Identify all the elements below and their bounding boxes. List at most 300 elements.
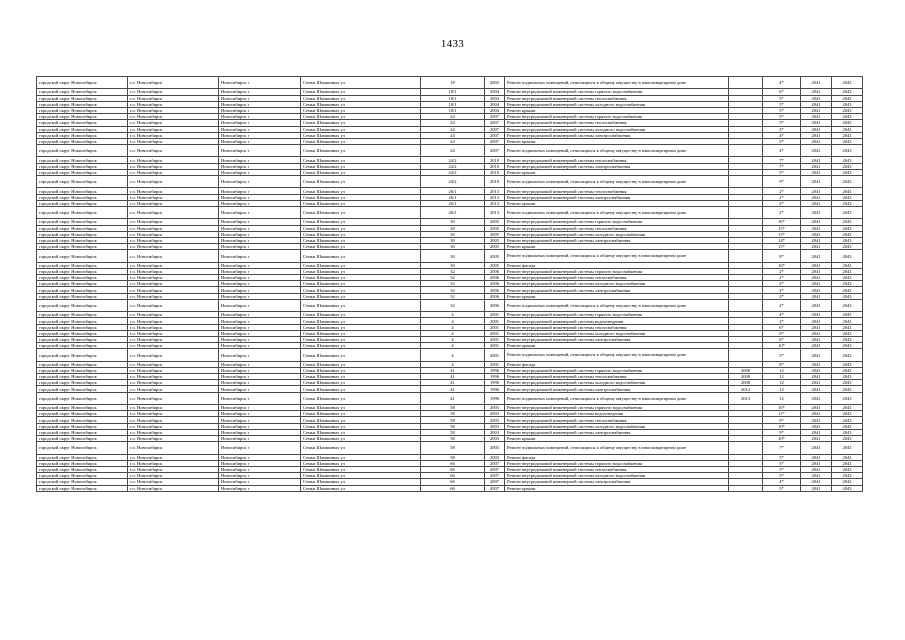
cell-street: Семьи Шамшиных ул [301,312,421,318]
cell-house: 26/1 [421,188,485,194]
cell-street: Семьи Шамшиных ул [301,114,421,120]
cell-settlement: Новосибирск г [219,473,301,479]
cell-work: Ремонт внутридомовой инженерной системы холодного водоснабжения [505,473,729,479]
cell-apartments-or-order: 5* [763,95,801,101]
cell-apartments-or-order: 5* [763,466,801,472]
cell-plan-end: 2043 [832,262,863,268]
cell-year-built: 2005 [485,219,505,225]
cell-house: 24 [421,138,485,144]
cell-year-built: 1996 [485,367,505,373]
cell-plan-end: 2043 [832,417,863,423]
cell-period [729,145,763,157]
cell-plan-end: 2043 [832,287,863,293]
cell-settlement: Новосибирск г [219,169,301,175]
cell-work: Ремонт внутридомовой инженерной системы горячего водоснабжения [505,268,729,274]
cell-plan-end: 2043 [832,188,863,194]
cell-plan-start: 2041 [801,454,832,460]
cell-street: Семьи Шамшиных ул [301,231,421,237]
cell-street: Семьи Шамшиных ул [301,95,421,101]
cell-year-built: 2007 [485,145,505,157]
cell-street: Семьи Шамшиных ул [301,268,421,274]
cell-apartments-or-order: 16* [763,219,801,225]
cell-street: Семьи Шамшиных ул [301,380,421,386]
cell-district: городской округ Новосибирск [37,442,128,454]
cell-settlement: Новосибирск г [219,423,301,429]
cell-district: городской округ Новосибирск [37,367,128,373]
cell-plan-end: 2043 [832,318,863,324]
cell-house: 30 [421,250,485,262]
cell-settlement: Новосибирск г [219,361,301,367]
cell-plan-start: 2041 [801,200,832,206]
cell-work: Ремонт внутридомовой инженерной системы электроснабжения [505,287,729,293]
cell-city-area: г.о. Новосибирск [128,299,219,311]
cell-work: Ремонт крыши [505,343,729,349]
cell-plan-start: 2041 [801,299,832,311]
cell-apartments-or-order: 4* [763,479,801,485]
cell-apartments-or-order: 2* [763,318,801,324]
cell-house: 30 [421,219,485,225]
cell-plan-start: 2041 [801,374,832,380]
cell-district: городской округ Новосибирск [37,114,128,120]
cell-work: Ремонт крыши [505,293,729,299]
cell-settlement: Новосибирск г [219,392,301,404]
cell-year-built: 2003 [485,417,505,423]
cell-settlement: Новосибирск г [219,194,301,200]
cell-plan-end: 2043 [832,312,863,318]
cell-apartments-or-order: 5* [763,473,801,479]
cell-plan-end: 2043 [832,244,863,250]
cell-district: городской округ Новосибирск [37,380,128,386]
cell-apartments-or-order: 9* [763,417,801,423]
cell-house: 58 [421,417,485,423]
table-row [37,77,863,89]
cell-city-area: г.о. Новосибирск [128,324,219,330]
cell-street: Семьи Шамшиных ул [301,417,421,423]
cell-work: Ремонт внутридомовой инженерной системы горячего водоснабжения [505,312,729,318]
cell-apartments-or-order: 2* [763,281,801,287]
cell-work: Ремонт крыши [505,485,729,491]
cell-house: 30 [421,225,485,231]
cell-apartments-or-order: 5* [763,460,801,466]
cell-city-area: г.о. Новосибирск [128,479,219,485]
cell-plan-start: 2041 [801,188,832,194]
cell-year-built: 2013 [485,188,505,194]
cell-house: 4 [421,361,485,367]
cell-plan-end: 2043 [832,268,863,274]
cell-settlement: Новосибирск г [219,120,301,126]
cell-year-built: 2001 [485,336,505,342]
table-row [37,392,863,404]
cell-apartments-or-order: 16* [763,262,801,268]
cell-work: Ремонт внутридомовой инженерной системы горячего водоснабжения [505,114,729,120]
cell-house: 4 [421,324,485,330]
cell-city-area: г.о. Новосибирск [128,275,219,281]
cell-plan-end: 2043 [832,386,863,392]
cell-plan-end: 2043 [832,367,863,373]
cell-city-area: г.о. Новосибирск [128,169,219,175]
cell-street: Семьи Шамшиных ул [301,318,421,324]
cell-city-area: г.о. Новосибирск [128,429,219,435]
cell-apartments-or-order: 2* [763,268,801,274]
cell-plan-start: 2041 [801,417,832,423]
cell-street: Семьи Шамшиных ул [301,374,421,380]
cell-work: Ремонт фасада [505,262,729,268]
cell-year-built: 2013 [485,194,505,200]
cell-plan-end: 2043 [832,206,863,218]
cell-house: 26/1 [421,200,485,206]
cell-work: Ремонт подвальных помещений, относящихся к общему имуществу в многоквартирном доме [505,206,729,218]
cell-work: Ремонт крыши [505,169,729,175]
cell-plan-end: 2043 [832,231,863,237]
table-row [37,250,863,262]
cell-plan-end: 2043 [832,145,863,157]
cell-district: городской округ Новосибирск [37,405,128,411]
cell-work: Ремонт внутридомовой инженерной системы электроснабжения [505,194,729,200]
cell-street: Семьи Шамшиных ул [301,132,421,138]
cell-year-built: 2007 [485,126,505,132]
cell-street: Семьи Шамшиных ул [301,293,421,299]
cell-work: Ремонт подвальных помещений, относящихся к общему имуществу в многоквартирном доме [505,442,729,454]
cell-settlement: Новосибирск г [219,163,301,169]
cell-city-area: г.о. Новосибирск [128,120,219,126]
cell-apartments-or-order: 5* [763,454,801,460]
cell-settlement: Новосибирск г [219,77,301,89]
cell-work: Ремонт внутридомовой инженерной системы водоотведения [505,411,729,417]
cell-apartments-or-order: 8* [763,361,801,367]
cell-district: городской округ Новосибирск [37,157,128,163]
cell-plan-start: 2041 [801,405,832,411]
cell-year-built: 2010 [485,169,505,175]
cell-apartments-or-order: 2* [763,206,801,218]
cell-street: Семьи Шамшиных ул [301,157,421,163]
cell-apartments-or-order: 5* [763,169,801,175]
cell-city-area: г.о. Новосибирск [128,417,219,423]
page-number: 1433 [440,38,465,50]
cell-house: 66 [421,473,485,479]
cell-plan-start: 2041 [801,293,832,299]
cell-year-built: 1996 [485,392,505,404]
cell-apartments-or-order: 2* [763,299,801,311]
cell-work: Ремонт внутридомовой инженерной системы электроснабжения [505,429,729,435]
cell-district: городской округ Новосибирск [37,349,128,361]
cell-plan-start: 2041 [801,361,832,367]
cell-plan-end: 2043 [832,275,863,281]
cell-plan-end: 2043 [832,157,863,163]
cell-plan-end: 2043 [832,324,863,330]
cell-district: городской округ Новосибирск [37,262,128,268]
cell-settlement: Новосибирск г [219,466,301,472]
cell-city-area: г.о. Новосибирск [128,101,219,107]
cell-apartments-or-order: 12 [763,386,801,392]
cell-year-built: 2003 [485,442,505,454]
cell-district: городской округ Новосибирск [37,429,128,435]
cell-apartments-or-order: 6* [763,330,801,336]
cell-apartments-or-order: 2* [763,188,801,194]
cell-house: 58 [421,411,485,417]
cell-work: Ремонт крыши [505,436,729,442]
cell-house: 32 [421,299,485,311]
cell-district: городской округ Новосибирск [37,188,128,194]
cell-house: 58 [421,423,485,429]
cell-work: Ремонт внутридомовой инженерной системы теплоснабжения [505,120,729,126]
cell-plan-start: 2041 [801,114,832,120]
cell-year-built: 2005 [485,225,505,231]
cell-district: городской округ Новосибирск [37,293,128,299]
cell-house: 41 [421,374,485,380]
cell-plan-start: 2041 [801,436,832,442]
cell-city-area: г.о. Новосибирск [128,312,219,318]
cell-plan-end: 2043 [832,429,863,435]
cell-city-area: г.о. Новосибирск [128,225,219,231]
cell-work: Ремонт внутридомовой инженерной системы холодного водоснабжения [505,423,729,429]
cell-plan-end: 2043 [832,89,863,95]
cell-house: 32 [421,268,485,274]
cell-plan-end: 2043 [832,163,863,169]
cell-city-area: г.о. Новосибирск [128,442,219,454]
cell-period [729,77,763,89]
cell-house: 18 [421,77,485,89]
cell-city-area: г.о. Новосибирск [128,237,219,243]
cell-apartments-or-order: 12 [763,380,801,386]
cell-apartments-or-order: 8* [763,250,801,262]
cell-city-area: г.о. Новосибирск [128,219,219,225]
cell-plan-end: 2043 [832,219,863,225]
cell-apartments-or-order: 5* [763,138,801,144]
cell-house: 4 [421,318,485,324]
cell-plan-end: 2043 [832,349,863,361]
cell-street: Семьи Шамшиных ул [301,126,421,132]
cell-city-area: г.о. Новосибирск [128,281,219,287]
cell-apartments-or-order: 7* [763,157,801,163]
cell-plan-end: 2043 [832,176,863,188]
table-row [37,145,863,157]
cell-plan-end: 2043 [832,299,863,311]
cell-period [729,176,763,188]
cell-plan-start: 2041 [801,176,832,188]
cell-work: Ремонт подвальных помещений, относящихся к общему имуществу в многоквартирном доме [505,176,729,188]
cell-work: Ремонт внутридомовой инженерной системы теплоснабжения [505,466,729,472]
cell-street: Семьи Шамшиных ул [301,330,421,336]
cell-district: городской округ Новосибирск [37,343,128,349]
cell-settlement: Новосибирск г [219,299,301,311]
cell-district: городской округ Новосибирск [37,361,128,367]
cell-house: 32 [421,287,485,293]
cell-plan-start: 2041 [801,268,832,274]
cell-house: 18/1 [421,101,485,107]
cell-plan-start: 2041 [801,157,832,163]
cell-district: городской округ Новосибирск [37,417,128,423]
cell-district: городской округ Новосибирск [37,138,128,144]
cell-plan-end: 2043 [832,479,863,485]
cell-city-area: г.о. Новосибирск [128,411,219,417]
cell-settlement: Новосибирск г [219,367,301,373]
cell-year-built: 2007 [485,479,505,485]
cell-district: городской округ Новосибирск [37,120,128,126]
cell-house: 4 [421,312,485,318]
cell-city-area: г.о. Новосибирск [128,89,219,95]
cell-apartments-or-order: 2* [763,287,801,293]
table-row [37,299,863,311]
cell-city-area: г.о. Новосибирск [128,126,219,132]
cell-plan-start: 2041 [801,77,832,89]
cell-district: городской округ Новосибирск [37,473,128,479]
cell-plan-start: 2041 [801,231,832,237]
cell-plan-end: 2043 [832,336,863,342]
cell-district: городской округ Новосибирск [37,219,128,225]
cell-plan-end: 2043 [832,460,863,466]
cell-city-area: г.о. Новосибирск [128,423,219,429]
cell-work: Ремонт внутридомовой инженерной системы горячего водоснабжения [505,367,729,373]
cell-city-area: г.о. Новосибирск [128,386,219,392]
cell-house: 58 [421,442,485,454]
cell-district: городской округ Новосибирск [37,194,128,200]
cell-street: Семьи Шамшиных ул [301,392,421,404]
cell-house: 18/1 [421,107,485,113]
cell-district: городской округ Новосибирск [37,386,128,392]
cell-city-area: г.о. Новосибирск [128,336,219,342]
cell-period: 2013 [729,392,763,404]
cell-street: Семьи Шамшиных ул [301,244,421,250]
cell-plan-start: 2041 [801,281,832,287]
cell-settlement: Новосибирск г [219,262,301,268]
cell-plan-start: 2041 [801,349,832,361]
cell-street: Семьи Шамшиных ул [301,473,421,479]
cell-district: городской округ Новосибирск [37,324,128,330]
cell-house: 58 [421,405,485,411]
cell-house: 30 [421,231,485,237]
cell-year-built: 2001 [485,343,505,349]
cell-plan-start: 2041 [801,225,832,231]
cell-apartments-or-order: 4* [763,145,801,157]
cell-settlement: Новосибирск г [219,268,301,274]
table-row [37,206,863,218]
cell-street: Семьи Шамшиных ул [301,188,421,194]
cell-plan-start: 2041 [801,145,832,157]
cell-city-area: г.о. Новосибирск [128,206,219,218]
cell-city-area: г.о. Новосибирск [128,176,219,188]
cell-apartments-or-order: 14* [763,237,801,243]
cell-street: Семьи Шамшиных ул [301,324,421,330]
cell-year-built: 2004 [485,95,505,101]
cell-district: городской округ Новосибирск [37,132,128,138]
cell-plan-end: 2043 [832,392,863,404]
cell-year-built: 2003 [485,405,505,411]
cell-street: Семьи Шамшиных ул [301,163,421,169]
cell-plan-start: 2041 [801,120,832,126]
cell-apartments-or-order: 15* [763,244,801,250]
cell-work: Ремонт подвальных помещений, относящихся к общему имуществу в многоквартирном доме [505,299,729,311]
cell-street: Семьи Шамшиных ул [301,460,421,466]
cell-settlement: Новосибирск г [219,380,301,386]
cell-house: 66 [421,460,485,466]
cell-city-area: г.о. Новосибирск [128,262,219,268]
cell-district: городской округ Новосибирск [37,454,128,460]
cell-plan-start: 2041 [801,479,832,485]
cell-district: городской округ Новосибирск [37,244,128,250]
cell-plan-end: 2043 [832,138,863,144]
cell-plan-start: 2041 [801,262,832,268]
cell-house: 24/2 [421,169,485,175]
cell-street: Семьи Шамшиных ул [301,77,421,89]
cell-street: Семьи Шамшиных ул [301,275,421,281]
cell-district: городской округ Новосибирск [37,231,128,237]
cell-street: Семьи Шамшиных ул [301,262,421,268]
cell-house: 24 [421,114,485,120]
cell-plan-end: 2043 [832,237,863,243]
cell-street: Семьи Шамшиных ул [301,120,421,126]
cell-settlement: Новосибирск г [219,386,301,392]
cell-apartments-or-order: 2* [763,194,801,200]
cell-city-area: г.о. Новосибирск [128,114,219,120]
cell-district: городской округ Новосибирск [37,460,128,466]
cell-district: городской округ Новосибирск [37,466,128,472]
cell-plan-start: 2041 [801,312,832,318]
cell-year-built: 2004 [485,89,505,95]
cell-settlement: Новосибирск г [219,157,301,163]
cell-plan-start: 2041 [801,330,832,336]
cell-house: 24/2 [421,163,485,169]
cell-year-built: 2006 [485,281,505,287]
cell-period [729,349,763,361]
cell-plan-start: 2041 [801,460,832,466]
cell-plan-start: 2041 [801,485,832,491]
cell-apartments-or-order: 6* [763,336,801,342]
cell-year-built: 1996 [485,374,505,380]
cell-apartments-or-order: 2* [763,200,801,206]
cell-plan-start: 2041 [801,237,832,243]
cell-work: Ремонт внутридомовой инженерной системы теплоснабжения [505,225,729,231]
cell-year-built: 2005 [485,250,505,262]
cell-city-area: г.о. Новосибирск [128,268,219,274]
cell-work: Ремонт внутридомовой инженерной системы холодного водоснабжения [505,380,729,386]
cell-plan-start: 2041 [801,343,832,349]
cell-apartments-or-order: 5* [763,120,801,126]
table-row [37,485,863,491]
cell-work: Ремонт подвальных помещений, относящихся к общему имуществу в многоквартирном доме [505,250,729,262]
cell-city-area: г.о. Новосибирск [128,405,219,411]
cell-year-built: 2006 [485,268,505,274]
cell-apartments-or-order: 2* [763,275,801,281]
cell-house: 30 [421,262,485,268]
cell-plan-end: 2043 [832,374,863,380]
cell-work: Ремонт внутридомовой инженерной системы теплоснабжения [505,157,729,163]
cell-apartments-or-order: 6* [763,89,801,95]
cell-work: Ремонт крыши [505,107,729,113]
cell-street: Семьи Шамшиных ул [301,299,421,311]
cell-plan-end: 2043 [832,101,863,107]
cell-plan-end: 2043 [832,330,863,336]
cell-house: 4 [421,349,485,361]
cell-work: Ремонт внутридомовой инженерной системы холодного водоснабжения [505,101,729,107]
cell-city-area: г.о. Новосибирск [128,343,219,349]
cell-plan-end: 2043 [832,95,863,101]
cell-city-area: г.о. Новосибирск [128,163,219,169]
cell-settlement: Новосибирск г [219,107,301,113]
cell-apartments-or-order: 10* [763,436,801,442]
cell-district: городской округ Новосибирск [37,287,128,293]
cell-year-built: 2001 [485,312,505,318]
cell-plan-end: 2043 [832,380,863,386]
cell-street: Семьи Шамшиных ул [301,194,421,200]
cell-work: Ремонт внутридомовой инженерной системы теплоснабжения [505,374,729,380]
cell-year-built: 2007 [485,460,505,466]
cell-period [729,250,763,262]
cell-plan-end: 2043 [832,250,863,262]
cell-city-area: г.о. Новосибирск [128,454,219,460]
cell-work: Ремонт внутридомовой инженерной системы горячего водоснабжения [505,219,729,225]
cell-year-built: 2003 [485,454,505,460]
cell-year-built: 2003 [485,429,505,435]
